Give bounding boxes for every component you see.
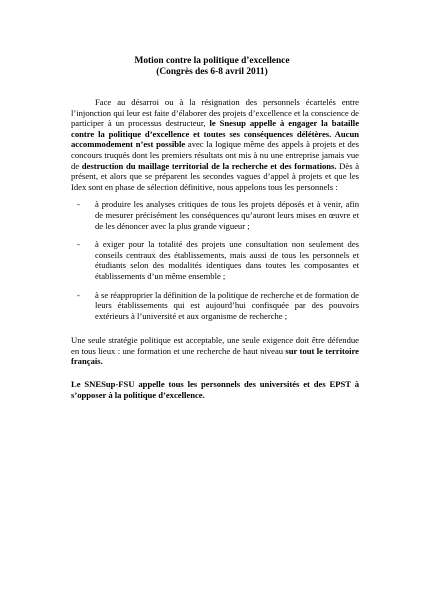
list-item-text: à exiger pour la totalité des projets une consultation non seulement des conseils centraux des établissements, mais aussi de tous les personnels et étudiants selon des modalités identiques dans toutes les composantes et établissements d’un même ensemble ; bbox=[95, 239, 359, 281]
document-body bbox=[71, 97, 359, 400]
intro-paragraph bbox=[71, 97, 359, 192]
strategy-paragraph bbox=[71, 335, 359, 367]
list-item bbox=[71, 290, 359, 322]
strategy-text: Une seule stratégie politique est acceptable, une seule exigence doit être défendue en tous lieux : une formation et une recherche de haut niveau bbox=[71, 335, 359, 356]
document-subtitle: (Congrès des 6-8 avril 2011) bbox=[156, 67, 268, 77]
list-dash: - bbox=[77, 199, 80, 210]
list-dash: - bbox=[77, 239, 80, 250]
demands-list bbox=[71, 199, 359, 321]
intro-bold-1: le Snesup appelle à engager la bataille contre la politique d’excellence et toutes ses conséquences délétères. Aucun accommodement n’est possible bbox=[71, 118, 360, 150]
intro-text-1: Face au désarroi ou à la résignation des personnels écartelés entre l’injonction qui leur est faite d’élaborer des projets d’excellence et la conscience de participer à un processus destructeur, bbox=[71, 97, 359, 129]
list-item-text: à se réapproprier la définition de la politique de recherche et de formation de leurs établissements qui est aujourd’hui confisquée par des pouvoirs extérieurs à l’université et aux organisme de recherche ; bbox=[95, 289, 359, 321]
list-item bbox=[71, 239, 359, 281]
intro-text-2: avec la logique même des appels à projets et des concours truqués dont les premiers résultats ont mis à nu une entreprise jamais vue de bbox=[71, 139, 359, 171]
list-item bbox=[71, 199, 359, 231]
intro-bold-2: destruction du maillage territorial de la recherche et des formations. bbox=[81, 160, 337, 171]
final-call-paragraph: Le SNESup-FSU appelle tous les personnels des universités et des EPST à s’opposer à la politique d’excellence. bbox=[71, 379, 359, 400]
intro-text-3: Dès à présent, et alors que se préparent les secondes vagues d’appel à projets et que les Idex sont en phase de sélection définitive, nous appelons tous les personnels : bbox=[71, 160, 360, 192]
document-title: Motion contre la politique d’excellence bbox=[134, 56, 290, 66]
strategy-bold: sur tout le territoire français. bbox=[71, 345, 359, 367]
list-dash: - bbox=[77, 289, 80, 300]
list-item-text: à produire les analyses critiques de tous les projets déposés et à venir, afin de mesurer précisément les conséquences qu’auront leurs mises en œuvre et de les dénoncer avec la plus grande vigueur ; bbox=[95, 199, 359, 231]
